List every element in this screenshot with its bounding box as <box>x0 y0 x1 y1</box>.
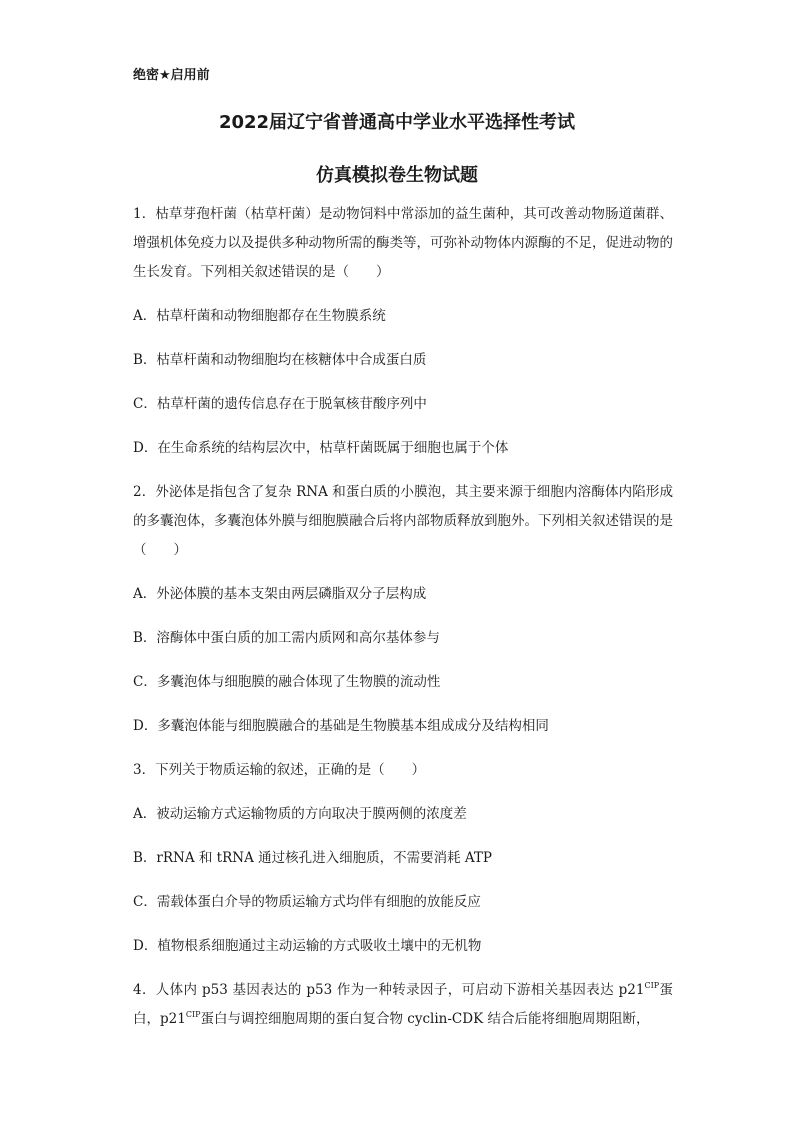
question-4-superscript-2: CIP <box>185 1010 201 1019</box>
question-2-option-a: A．外泌体膜的基本支架由两层磷脂双分子层构成 <box>133 586 427 602</box>
question-3-option-c: C．需载体蛋白介导的物质运输方式均伴有细胞的放能反应 <box>133 894 481 910</box>
exam-subtitle: 仿真模拟卷生物试题 <box>316 165 478 186</box>
question-4-text-3: 蛋白与调控细胞周期的蛋白复合物 cyclin-CDK 结合后能将细胞周期阻断， <box>200 1011 650 1027</box>
question-2-option-c: C．多囊泡体与细胞膜的融合体现了生物膜的流动性 <box>133 674 441 690</box>
question-3-stem: 3．下列关于物质运输的叙述，正确的是（ ） <box>133 762 426 778</box>
question-3-option-a: A．被动运输方式运输物质的方向取决于膜两侧的浓度差 <box>133 806 467 822</box>
question-3-option-b: B．rRNA 和 tRNA 通过核孔进入细胞质，不需要消耗 ATP <box>133 850 493 866</box>
question-1-option-d: D．在生命系统的结构层次中，枯草杆菌既属于细胞也属于个体 <box>133 440 509 456</box>
exam-title: 2022届辽宁省普通高中学业水平选择性考试 <box>218 112 576 133</box>
question-4-text-2: 蛋白，p21 <box>133 982 673 1027</box>
question-4-text-1: 4．人体内 p53 基因表达的 p53 作为一种转录因子，可启动下游相关基因表达 p21 <box>133 982 645 998</box>
secret-label: 绝密★启用前 <box>133 68 210 83</box>
question-4-stem <box>133 976 673 1034</box>
question-1-option-b: B．枯草杆菌和动物细胞均在核糖体中合成蛋白质 <box>133 352 427 368</box>
question-2-option-d: D．多囊泡体能与细胞膜融合的基础是生物膜基本组成成分及结构相同 <box>133 718 549 734</box>
question-1-stem: 1．枯草芽孢杆菌（枯草杆菌）是动物饲料中常添加的益生菌种，其可改善动物肠道菌群、增强机体免疫力以及提供多种动物所需的酶类等，可弥补动物体内源酶的不足，促进动物的生长发育。下列相关叙述错误的是（ ） <box>133 206 673 280</box>
question-2-option-b: B．溶酶体中蛋白质的加工需内质网和高尔基体参与 <box>133 630 440 646</box>
question-4-superscript-1: CIP <box>644 981 660 990</box>
questions-content <box>133 200 673 1034</box>
question-1-option-a: A．枯草杆菌和动物细胞都存在生物膜系统 <box>133 308 386 324</box>
question-1-option-c: C．枯草杆菌的遗传信息存在于脱氧核苷酸序列中 <box>133 396 427 412</box>
question-2-stem: 2．外泌体是指包含了复杂 RNA 和蛋白质的小膜泡，其主要来源于细胞内溶酶体内陷形成的多囊泡体，多囊泡体外膜与细胞膜融合后将内部物质释放到胞外。下列相关叙述错误的是（ ） <box>133 484 673 558</box>
question-3-option-d: D．植物根系细胞通过主动运输的方式吸收土壤中的无机物 <box>133 938 482 954</box>
